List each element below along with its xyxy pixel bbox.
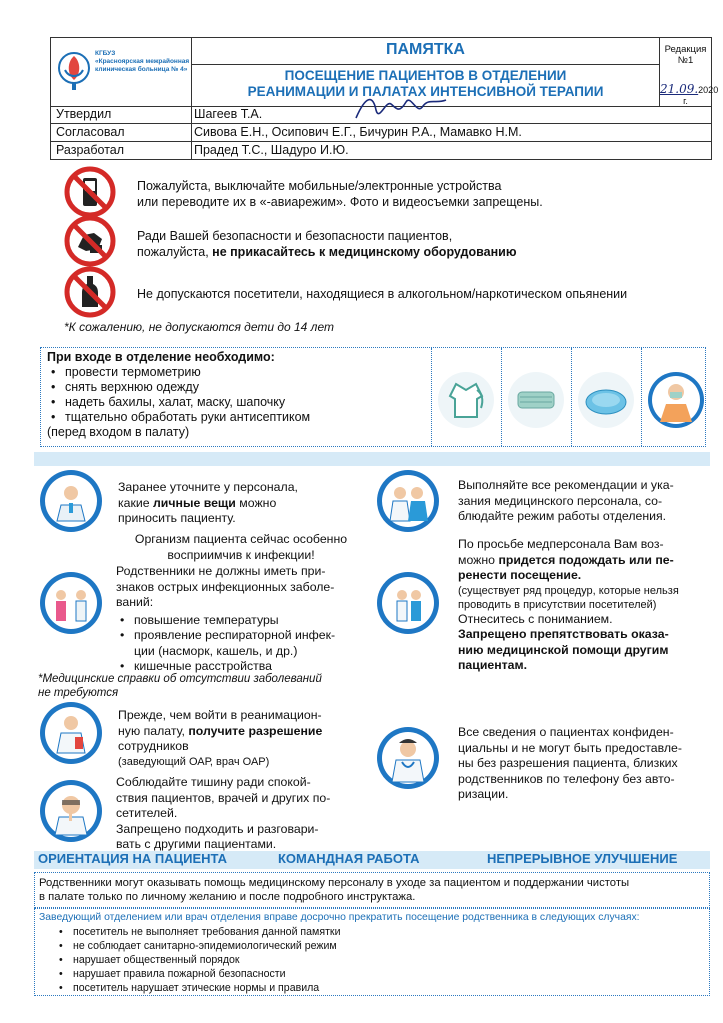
signature-scribble <box>351 90 451 124</box>
waiting-text: Отнеситесь с пониманием. <box>458 611 613 626</box>
document-subtitle-line: РЕАНИМАЦИИ И ПАЛАТАХ ИНТЕНСИВНОЙ ТЕРАПИИ <box>247 84 604 99</box>
document-date <box>660 82 719 106</box>
silence-text: Запрещено подходить и разговари- <box>116 821 319 836</box>
approval-names: Прадед Т.С., Шадуро И.Ю. <box>194 143 349 157</box>
no-alcohol-icon <box>64 266 116 318</box>
approval-names: Шагеев Т.А. <box>194 107 263 121</box>
section-band <box>34 452 710 466</box>
infection-text: знаков острых инфекционных заболе- <box>116 579 335 594</box>
belongings-text: какие <box>118 495 153 510</box>
revision-label: Редакция №1 <box>664 44 707 66</box>
termination-box <box>34 908 710 996</box>
entry-item: • тщательно обработать руки антисептиком <box>47 410 310 425</box>
infection-text: восприимчив к инфекции! <box>167 547 315 562</box>
rule-alcohol-text: Не допускаются посетители, находящиеся в алкогольном/наркотическом опьянении <box>137 287 628 301</box>
confidential-text: Все сведения о пациентах конфиден- <box>458 725 674 739</box>
doctor-permission-circle-icon <box>40 702 102 764</box>
children-note: *К сожалению, не допускаются дети до 14 лет <box>64 320 334 334</box>
entry-requirements-box <box>40 347 706 447</box>
document-subtitle-line: ПОСЕЩЕНИЕ ПАЦИЕНТОВ В ОТДЕЛЕНИИ <box>284 68 567 83</box>
approval-row <box>51 106 711 123</box>
follow-text: блюдайте режим работы отделения. <box>458 509 667 523</box>
waiting-text: можно <box>458 552 499 567</box>
termination-heading: Заведующий отделением или врач отделения вправе досрочно прекратить посещение родственника в следующих случаях: <box>39 912 640 923</box>
entry-note: (перед входом в палату) <box>47 425 190 439</box>
entry-item: • провести термометрию <box>47 365 310 380</box>
infection-text: ваний: <box>116 595 154 609</box>
help-text: Родственники могут оказывать помощь медицинскому персоналу в уходе за пациентом и поддержании чистоты <box>39 877 630 889</box>
approval-row <box>51 123 711 141</box>
approval-names: Сивова Е.Н., Осипович Е.Г., Бичурин Р.А., Мамавко Н.М. <box>194 125 522 139</box>
document-title: ПАМЯТКА <box>386 41 465 58</box>
approval-role: Утвердил <box>56 107 112 121</box>
dressed-visitor-icon <box>646 370 706 430</box>
value-label: ОРИЕНТАЦИЯ НА ПАЦИЕНТА <box>38 851 228 866</box>
symptom-item-cont: ции (насморк, кашель, и др.) <box>134 643 298 658</box>
rule-equipment-text: Ради Вашей безопасности и безопасности пациентов, <box>137 229 453 243</box>
follow-text: Выполняйте все рекомендации и ука- <box>458 478 674 492</box>
rule-equipment-text: пожалуйста, <box>137 245 213 259</box>
permission-text: Прежде, чем войти в реанимацион- <box>118 708 322 722</box>
certificate-note: не требуются <box>38 687 119 699</box>
approval-row <box>51 141 711 159</box>
approval-role: Разработал <box>56 143 125 157</box>
no-phone-icon <box>64 166 116 218</box>
termination-reason: • нарушает правила пожарной безопасности <box>55 967 340 981</box>
waiting-emphasis: нию медицинской помощи другим <box>458 642 669 657</box>
confidential-text: родственников по телефону без авто- <box>458 771 675 786</box>
waiting-emphasis: Запрещено препятствовать оказа- <box>458 627 669 641</box>
mask-icon <box>506 370 566 430</box>
belongings-text: Заранее уточните у персонала, <box>118 480 298 494</box>
certificate-note: *Медицинские справки об отсутствии заболеваний <box>38 673 322 685</box>
confidential-doctor-circle-icon <box>377 727 439 789</box>
termination-reason: • посетитель не выполняет требования данной памятки <box>55 925 340 939</box>
help-box <box>34 872 710 908</box>
family-circle-icon <box>40 572 102 634</box>
medical-team-circle-icon <box>377 470 439 532</box>
value-label: НЕПРЕРЫВНОЕ УЛУЧШЕНИЕ <box>487 851 678 866</box>
infection-text: Организм пациента сейчас особенно <box>134 532 348 546</box>
hospital-emblem-icon <box>57 48 91 92</box>
permission-text: ную палату, <box>118 723 189 738</box>
symptom-item: • повышение температуры <box>116 613 335 629</box>
staff-circle-icon <box>40 470 102 532</box>
confidential-text: циальны и не могут быть предоставле- <box>458 740 682 755</box>
entry-item: • снять верхнюю одежду <box>47 380 310 395</box>
belongings-emphasis: личные вещи <box>153 495 236 510</box>
follow-text: зания медицинского персонала, со- <box>458 493 663 508</box>
entry-item: • надеть бахилы, халат, маску, шапочку <box>47 395 310 410</box>
permission-text: сотрудников <box>118 739 189 753</box>
belongings-text: можно <box>235 495 277 510</box>
logo-text-line: клиническая больница № 4» <box>95 66 188 73</box>
silence-circle-icon <box>40 780 102 842</box>
logo-text-line: КГБУЗ <box>95 50 116 57</box>
termination-reason: • посетитель нарушает этические нормы и правила <box>55 981 340 995</box>
cap-icon <box>576 370 636 430</box>
date-year: 2020 г. <box>683 85 719 106</box>
silence-text: вать с другими пациентами. <box>116 837 277 851</box>
confidential-text: ризации. <box>458 787 509 801</box>
permission-note: (заведующий ОАР, врач ОАР) <box>118 755 270 768</box>
gown-icon <box>436 370 496 430</box>
rule-phone-text: или переводите их в «-авиарежим». Фото и видеосъемки запрещены. <box>137 195 543 209</box>
permission-emphasis: получите разрешение <box>188 723 323 738</box>
approval-role: Согласовал <box>56 125 125 139</box>
symptom-item <box>116 628 335 659</box>
logo-text-line: «Красноярская межрайонная <box>95 58 190 65</box>
silence-text: Соблюдайте тишину ради спокой- <box>116 775 311 789</box>
no-touch-icon <box>64 215 116 267</box>
waiting-emphasis: ренести посещение. <box>458 568 582 582</box>
infection-text: Родственники не должны иметь при- <box>116 564 326 578</box>
handwritten-date: 21.09. <box>660 82 699 96</box>
hospital-logo <box>51 38 192 106</box>
rule-equipment-emphasis: не прикасайтесь к медицинскому оборудованию <box>212 245 517 259</box>
approval-table <box>50 106 712 160</box>
waiting-circle-icon <box>377 572 439 634</box>
entry-heading: При входе в отделение необходимо: <box>47 350 275 364</box>
waiting-text: По просьбе медперсонала Вам воз- <box>458 537 664 551</box>
belongings-text: приносить пациенту. <box>118 511 236 525</box>
waiting-emphasis: придется подождать или пе- <box>498 552 674 567</box>
waiting-note: проводить в присутствии посетителей) <box>458 598 657 611</box>
waiting-emphasis: пациентам. <box>458 658 528 672</box>
termination-reason: • не соблюдает санитарно-эпидемиологический режим <box>55 939 340 953</box>
termination-reason: • нарушает общественный порядок <box>55 953 340 967</box>
silence-text: сетителей. <box>116 806 178 820</box>
symptom-item: • кишечные расстройства <box>116 659 335 675</box>
help-text: в палате только по личному желанию и после подробного инструктажа. <box>39 891 416 903</box>
value-label: КОМАНДНАЯ РАБОТА <box>278 851 420 866</box>
silence-text: ствия пациентов, врачей и других по- <box>116 790 331 805</box>
confidential-text: ны без разрешения пациента, близких <box>458 756 678 770</box>
rule-phone-text: Пожалуйста, выключайте мобильные/электронные устройства <box>137 179 502 193</box>
symptom-item-text: проявление респираторной инфек- <box>134 628 336 642</box>
waiting-note: (существует ряд процедур, которые нельзя <box>458 584 679 597</box>
